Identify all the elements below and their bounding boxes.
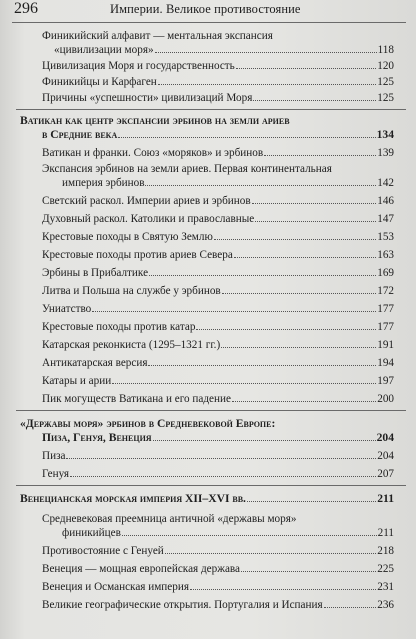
toc-entry[interactable] [12,194,406,208]
toc-entry[interactable] [12,162,406,190]
toc-entry[interactable] [12,59,406,73]
toc-entry[interactable] [12,320,406,334]
toc-entry-text: Финикийцы и Карфаген [42,76,157,88]
toc-entry-text: империя эрбинов [62,177,145,189]
toc-page-number: 225 [377,563,394,575]
toc-page-number: 163 [377,249,394,261]
toc-entry-text: Крестовые походы против ариев Севера [42,249,233,261]
toc-entry[interactable] [12,230,406,244]
toc-section-heading[interactable] [12,492,406,506]
toc-page-number: 172 [377,285,394,297]
toc-section-heading[interactable] [12,417,406,445]
toc-entry[interactable] [12,75,406,89]
toc-entry[interactable] [12,598,406,612]
toc-entry[interactable] [12,356,406,370]
toc-entry[interactable] [12,580,406,594]
toc-page-number: 125 [377,76,394,88]
page-number: 296 [14,0,38,17]
table-of-contents [12,23,406,612]
toc-page-number: 146 [377,195,394,207]
toc-entry-text: Антикатарская версия [42,357,148,369]
toc-entry-text: Катарская реконкиста (1295–1321 гг.) [42,339,221,351]
toc-entry-text: Генуя [42,468,70,480]
toc-entry-text: «цивилизации моря» [54,44,154,56]
toc-page-number: 147 [377,213,394,225]
toc-entry[interactable] [12,374,406,388]
toc-page-number: 207 [377,468,394,480]
toc-page-number: 200 [377,393,394,405]
toc-entry[interactable] [12,29,406,57]
toc-page-number: 231 [377,581,394,593]
toc-entry-text: Крестовые походы в Святую Землю [42,231,213,243]
section-heading-text: Венецианская морская империя XII–XVI вв. [20,492,246,505]
toc-entry-text: Литва и Польша на службе у эрбинов [42,285,221,297]
toc-entry-text: Венеция и Османская империя [42,581,189,593]
toc-page-number: 204 [376,431,394,444]
toc-section-heading[interactable] [12,114,406,142]
section-heading-text: Ватикан как центр экспансии эрбинов на земли ариев [20,114,290,127]
toc-page-number: 134 [376,128,394,141]
toc-page-number: 139 [377,147,394,159]
toc-page-number: 142 [377,177,394,189]
toc-entry[interactable] [12,467,406,481]
toc-entry[interactable] [12,266,406,280]
toc-entry-text: Венеция — мощная европейская держава [42,563,241,575]
toc-entry-text: Униатство [42,303,92,315]
toc-entry[interactable] [12,512,406,540]
section-heading-text: Пиза, Генуя, Венеция [42,431,152,444]
toc-entry-text: Эрбины в Прибалтике [42,267,149,279]
toc-entry[interactable] [12,284,406,298]
toc-page-number: 194 [377,357,394,369]
toc-page-number: 204 [377,450,394,462]
toc-entry-text: Противостояние с Генуей [42,545,164,557]
toc-page-number: 153 [377,231,394,243]
toc-page-number: 197 [377,375,394,387]
toc-entry[interactable] [12,392,406,406]
toc-page-number: 236 [377,599,394,611]
toc-entry-text: Великие географические открытия. Португалия и Испания [42,599,323,611]
toc-page-number: 177 [377,303,394,315]
toc-page-number: 218 [377,545,394,557]
toc-entry[interactable] [12,338,406,352]
toc-entry[interactable] [12,302,406,316]
toc-entry-text: Финикийский алфавит — ментальная экспансия [42,30,273,42]
toc-page-number: 125 [377,92,394,104]
toc-entry[interactable] [12,449,406,463]
running-header [12,0,406,23]
toc-page-number: 211 [377,527,394,539]
toc-page-number: 120 [377,60,394,72]
section-heading-text: «Державы моря» эрбинов в Средневековой Европе: [20,417,276,430]
toc-entry[interactable] [12,562,406,576]
toc-page-number: 191 [377,339,394,351]
toc-entry-text: Пиза [42,450,66,462]
toc-entry-text: Ватикан и франки. Союз «моряков» и эрбинов [42,147,264,159]
toc-entry[interactable] [12,146,406,160]
toc-page-number: 169 [377,267,394,279]
section-heading-text: в Средние века [42,128,118,141]
toc-entry-text: Средневековая преемница античной «державы моря» [42,513,297,525]
toc-entry-text: Пик могуществ Ватикана и его падение [42,393,231,405]
toc-entry[interactable] [12,248,406,262]
toc-entry[interactable] [12,212,406,226]
toc-entry-text: Экспансия эрбинов на земли ариев. Первая континентальная [42,163,332,175]
toc-entry[interactable] [12,544,406,558]
toc-entry[interactable] [12,91,406,105]
toc-page-number: 177 [377,321,394,333]
toc-entry-text: Цивилизация Моря и государственность [42,60,235,72]
toc-entry-text: Крестовые походы против катар [42,321,196,333]
toc-page-number: 118 [377,44,394,56]
toc-entry-text: Светский раскол. Империи ариев и эрбинов [42,195,251,207]
toc-page-number: 211 [377,492,394,505]
toc-entry-text: Причины «успешности» цивилизаций Моря [42,92,253,104]
toc-entry-text: финикийцев [62,527,121,539]
toc-entry-text: Духовный раскол. Католики и православные [42,213,255,225]
running-title: Империи. Великое противостояние [110,2,301,16]
toc-entry-text: Катары и арии [42,375,112,387]
